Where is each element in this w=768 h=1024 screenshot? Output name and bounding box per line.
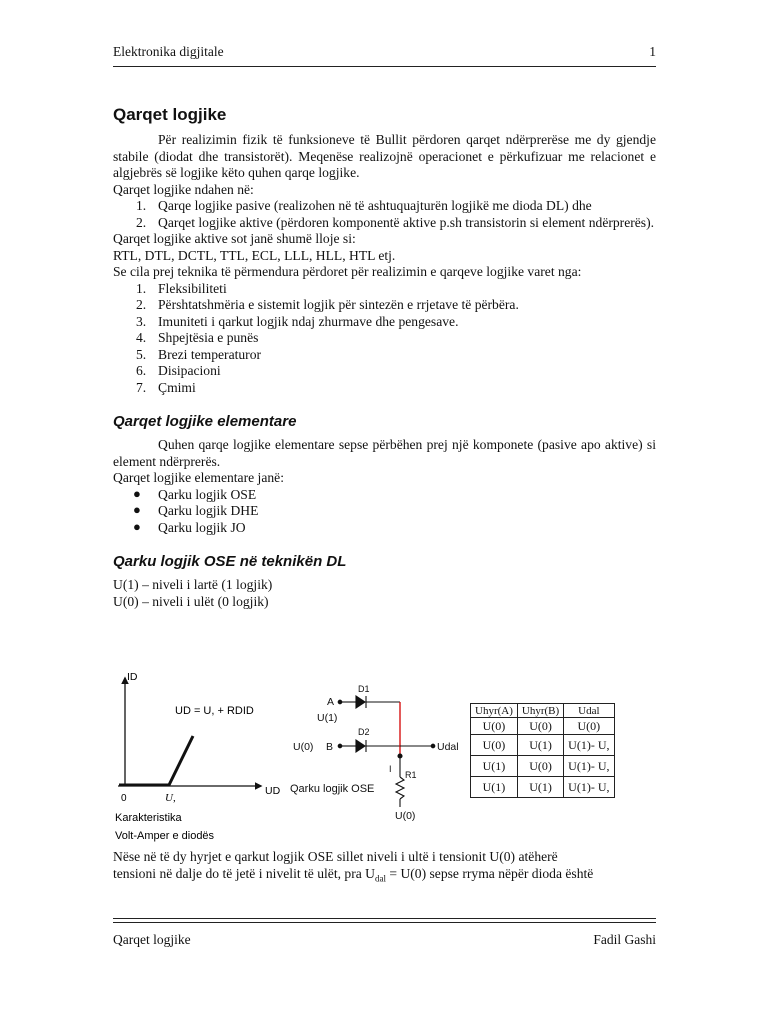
input-a-terminal bbox=[338, 700, 342, 704]
division-line: Qarqet logjike ndahen në: bbox=[113, 181, 254, 197]
table-cell: U(1) bbox=[517, 735, 563, 756]
header-divider bbox=[113, 66, 656, 67]
factor-list bbox=[113, 281, 656, 397]
list-item: 5. Brezi temperaturor bbox=[136, 346, 262, 362]
page-header bbox=[113, 44, 656, 62]
footer-left: Qarqet logjike bbox=[113, 932, 191, 947]
bullet-icon: ● bbox=[133, 518, 141, 534]
table-header-row bbox=[471, 704, 615, 718]
page-footer bbox=[113, 932, 656, 950]
section-heading-ose: Qarku logjik OSE në teknikën DL bbox=[113, 553, 347, 570]
diode-d2 bbox=[356, 740, 365, 752]
choice-line: Se cila prej teknika të përmendura përdoret për realizimin e qarqeve logjike varet nga: bbox=[113, 264, 582, 279]
list-item: ● Qarku logjik DHE bbox=[133, 502, 259, 518]
page-content bbox=[113, 104, 656, 610]
table-cell: U(1)- U, bbox=[564, 735, 614, 756]
table-row bbox=[471, 777, 615, 798]
list-item: 4. Shpejtësia e punës bbox=[136, 330, 259, 345]
table-cell: U(0) bbox=[471, 718, 518, 735]
table-cell: U(1) bbox=[517, 777, 563, 798]
input-a-label: A bbox=[327, 696, 335, 708]
elementary-intro: Quhen qarqe logjike elementare sepse përbëhen prej një komponete (pasive apo aktive) si element ndërprerës. bbox=[113, 437, 656, 469]
bullet-icon: ● bbox=[133, 485, 141, 501]
list-item: ● Qarku logjik OSE bbox=[133, 485, 257, 502]
logic-family-list: RTL, DTL, DCTL, TTL, ECL, LLL, HLL, HTL etj. bbox=[113, 247, 396, 263]
level-high-line: U(1) – niveli i lartë (1 logjik) bbox=[113, 577, 273, 592]
origin-label: 0 bbox=[121, 793, 127, 804]
table-cell: U(0) bbox=[517, 718, 563, 735]
list-item: 2. Qarqet logjike aktive (përdoren komponentë aktive p.sh transistorin si element ndërprerës). bbox=[136, 214, 655, 230]
table-cell: U(0) bbox=[471, 735, 518, 756]
list-item: 2. Përshtatshmëria e sistemit logjik për sintezën e rrjetave të përbëra. bbox=[136, 297, 519, 312]
intro-paragraph: Për realizimin fizik të funksioneve të Bullit përdoren qarqet ndërprerëse me dy gjendje stabile (diodat dhe transistorët). Meqenëse realizojnë operacionet e përkufizuar me relacionet e algjebrës së logjike këto quhen qarqe logjike. bbox=[113, 132, 656, 180]
level-low-line: U(0) – niveli i ulët (0 logjik) bbox=[113, 593, 269, 609]
characteristic-curve bbox=[119, 736, 193, 785]
table-cell: U(0) bbox=[564, 718, 614, 735]
circuit-caption: Qarku logjik OSE bbox=[290, 783, 375, 795]
d2-label: D2 bbox=[358, 727, 370, 737]
section-heading-qarqet-logjike: Qarqet logjike bbox=[113, 105, 227, 124]
footer-divider-bottom bbox=[113, 922, 656, 923]
table-cell: U(1) bbox=[471, 777, 518, 798]
table-row bbox=[471, 718, 615, 735]
input-b-terminal bbox=[338, 744, 342, 748]
elementary-list bbox=[113, 487, 656, 537]
table-cell: U(1)- U, bbox=[564, 756, 614, 777]
table-row bbox=[471, 735, 615, 756]
input-b-label: B bbox=[326, 741, 334, 753]
list-item: ● Qarku logjik JO bbox=[133, 518, 246, 535]
closing-paragraph bbox=[113, 848, 656, 888]
r1-label: R1 bbox=[405, 770, 417, 780]
footer-divider-top bbox=[113, 918, 656, 919]
table-cell: U(0) bbox=[517, 756, 563, 777]
closing-line1: Nëse në të dy hyrjet e qarkut logjik OSE sillet niveli i ultë i tensionit U(0) atëherë bbox=[113, 849, 558, 864]
diode-characteristic-graph bbox=[115, 671, 281, 842]
u0-input-label: U(0) bbox=[293, 741, 314, 753]
ground-label: U(0) bbox=[395, 810, 416, 822]
graph-caption-line1: Karakteristika bbox=[115, 812, 182, 824]
list-item: 7. Çmimi bbox=[136, 379, 196, 395]
table-cell: U(1) bbox=[471, 756, 518, 777]
division-list bbox=[113, 198, 656, 231]
graph-caption-line2: Volt-Amper e diodës bbox=[115, 830, 215, 842]
page-number: 1 bbox=[649, 44, 656, 59]
header-title: Elektronika digjitale bbox=[113, 44, 224, 59]
d1-label: D1 bbox=[358, 684, 370, 694]
bullet-icon: ● bbox=[133, 502, 141, 517]
table-cell: U(1)- U, bbox=[564, 777, 614, 798]
section-heading-elementare: Qarqet logjike elementare bbox=[113, 413, 297, 430]
current-label: I bbox=[389, 764, 392, 774]
list-item: 1. Qarqe logjike pasive (realizohen në të ashtuquajturën logjikë me dioda DL) dhe bbox=[136, 198, 592, 213]
active-types-line: Qarqet logjike aktive sot janë shumë lloje si: bbox=[113, 231, 356, 246]
footer-author: Fadil Gashi bbox=[593, 932, 656, 947]
output-label: Udal bbox=[437, 741, 459, 753]
diode-equation: UD = U, + RDID bbox=[175, 705, 254, 717]
table-header: Uhyr(B) bbox=[517, 704, 563, 718]
elementary-list-line: Qarqet logjike elementare janë: bbox=[113, 470, 284, 485]
list-item: 3. Imuniteti i qarkut logjik ndaj zhurmave dhe pengesave. bbox=[136, 313, 459, 329]
threshold-label: U, bbox=[165, 792, 176, 804]
u1-label: U(1) bbox=[317, 712, 338, 724]
or-circuit-schematic bbox=[290, 684, 459, 822]
table-header: Uhyr(A) bbox=[471, 704, 518, 718]
list-item: 6. Disipacioni bbox=[136, 363, 221, 378]
table-header: Udal bbox=[564, 704, 614, 718]
list-item: 1. Fleksibiliteti bbox=[136, 280, 227, 296]
x-axis-label: UD bbox=[265, 785, 281, 797]
output-terminal bbox=[431, 744, 435, 748]
truth-table bbox=[470, 703, 615, 798]
y-axis-label: ID bbox=[127, 671, 138, 683]
resistor-r1 bbox=[396, 777, 404, 799]
diode-d1 bbox=[356, 696, 365, 708]
table-row bbox=[471, 756, 615, 777]
closing-line2: tensioni në dalje do të jetë i nivelit të ulët, pra $U_{dal} = U(0)$ sepse rryma nëpër dioda është bbox=[113, 866, 594, 884]
